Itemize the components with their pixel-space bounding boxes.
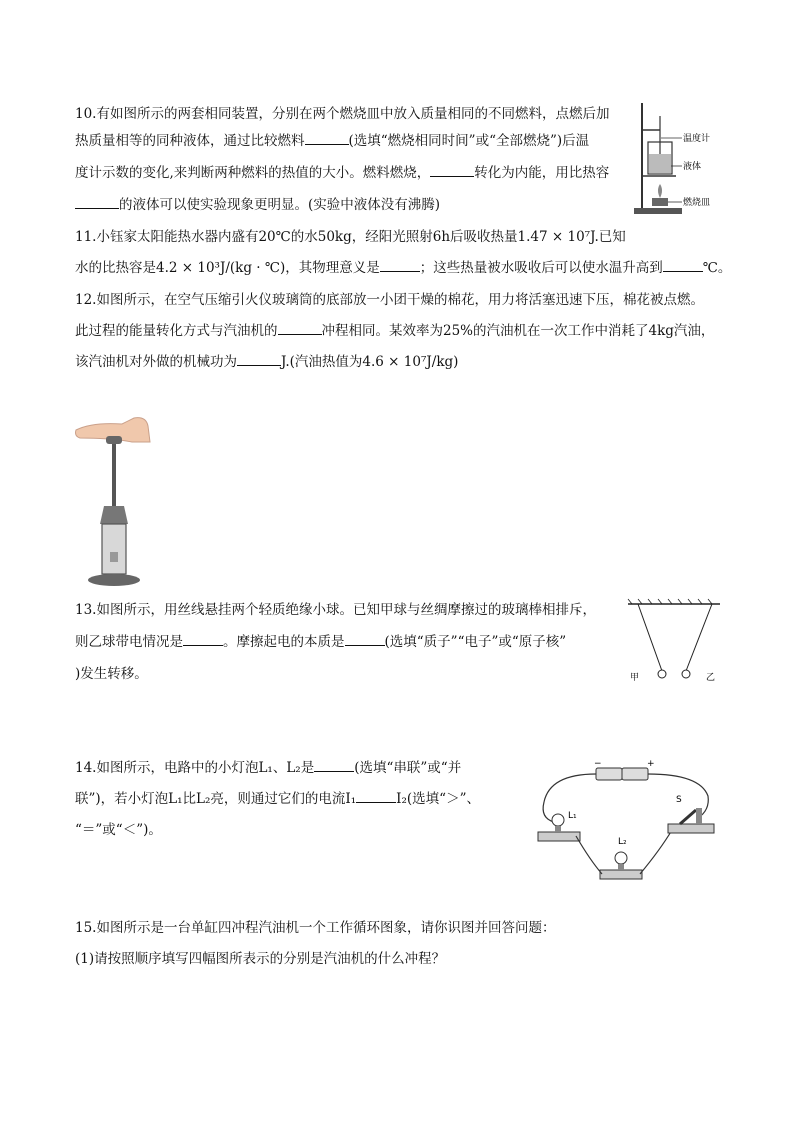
wire-l1-l2 [576, 836, 602, 874]
q14-line1-text-a: 14.如图所示，电路中的小灯泡L₁、L₂是 [75, 760, 315, 776]
q13-blank-2[interactable] [345, 631, 385, 646]
label-switch: S [676, 795, 682, 805]
thread-right [686, 604, 712, 671]
q10-line2 [75, 129, 589, 154]
glass-cylinder [102, 524, 126, 574]
q13-line1: 13.如图所示，用丝线悬挂两个轻质绝缘小球。已知甲球与丝绸摩擦过的玻璃棒相排斥， [75, 602, 596, 618]
q11-line2 [75, 256, 731, 281]
q13-line3: )发生转移。 [75, 666, 148, 682]
cylinder-cap [100, 506, 128, 524]
piston-rod [112, 444, 116, 506]
bulb-base-l1 [538, 832, 580, 841]
q13-line2-text-c: (选填“质子”“电子”或“原子核” [384, 634, 567, 650]
label-plus: + [647, 760, 655, 769]
label-thermometer: 温度计 [683, 134, 711, 144]
cotton [110, 552, 118, 562]
burner-dish [652, 198, 668, 206]
thread-left [638, 604, 662, 671]
q10-line2-text-a: 热质量相等的同种液体，通过比较燃料 [75, 133, 305, 149]
q12-line3-text-a: 该汽油机对外做的机械功为 [75, 354, 237, 370]
q10-line4-text: 的液体可以使实验现象更明显。(实验中液体没有沸腾) [119, 197, 441, 213]
ball-jia [658, 670, 666, 678]
q11-blank-1[interactable] [380, 257, 420, 272]
q14-blank-2[interactable] [356, 788, 396, 803]
q10-line2-text-b: (选填“燃烧相同时间”或“全部燃烧”)后温 [348, 133, 590, 149]
q13-blank-1[interactable] [183, 631, 223, 646]
label-minus: − [594, 760, 602, 769]
stand-base [634, 208, 682, 214]
q10-line3-text-a: 度计示数的变化,来判断两种燃料的热值的大小。燃料燃烧， [75, 165, 431, 181]
q10-line1: 10.有如图所示的两套相同装置，分别在两个燃烧皿中放入质量相同的不同燃料，点燃后加 [75, 106, 610, 122]
q10-blank-1[interactable] [305, 130, 349, 145]
q15-line2: (1)请按照顺序填写四幅图所表示的分别是汽油机的什么冲程？ [75, 951, 446, 967]
q12-line2-text-a: 此过程的能量转化方式与汽油机的 [75, 323, 278, 339]
q14-line1 [75, 756, 461, 781]
q11-line2-text-b: ；这些热量被水吸收后可以使水温升高到 [419, 260, 663, 276]
burner-apparatus-figure [630, 98, 730, 220]
q13-line2-text-b: 。摩擦起电的本质是 [223, 634, 345, 650]
q10-line4 [75, 193, 440, 218]
label-jia: 甲 [630, 673, 640, 683]
bulb-l2-icon [615, 852, 627, 864]
q10-line3 [75, 161, 609, 186]
q10-blank-3[interactable] [75, 194, 119, 209]
q11-line2-text-a: 水的比热容是4.2 × 10³J/(kg · ℃)，其物理意义是 [75, 260, 380, 276]
igniter-base [88, 574, 140, 586]
label-l2: L₂ [618, 837, 627, 847]
q12-line2-text-b: 冲程相同。某效率为25%的汽油机在一次工作中消耗了4kg汽油， [321, 323, 715, 339]
battery-1 [596, 768, 622, 780]
q14-blank-1[interactable] [314, 757, 354, 772]
label-l1: L₁ [568, 811, 577, 821]
flame-icon [658, 184, 662, 198]
circuit-figure [530, 760, 725, 882]
label-liquid: 液体 [683, 162, 702, 172]
suspended-balls-figure [624, 598, 724, 688]
battery-2 [622, 768, 648, 780]
q14-line2-text-b: I₂(选填“＞”、 [396, 791, 480, 807]
q12-line3 [75, 350, 458, 375]
bulb-l1-icon [552, 814, 564, 826]
q14-line2-text-a: 联”)，若小灯泡L₁比L₂亮，则通过它们的电流I₁ [75, 791, 357, 807]
q13-line2-text-a: 则乙球带电情况是 [75, 634, 183, 650]
switch-base [668, 824, 714, 833]
label-yi: 乙 [706, 673, 716, 683]
q13-line2 [75, 630, 566, 655]
piston-handle [106, 436, 122, 444]
q12-blank-2[interactable] [237, 351, 281, 366]
ball-yi [682, 670, 690, 678]
q14-line2 [75, 787, 480, 812]
switch-lever [680, 810, 696, 824]
liquid [649, 154, 671, 173]
q12-line2 [75, 319, 714, 344]
q12-line1: 12.如图所示，在空气压缩引火仪玻璃筒的底部放一小团干燥的棉花，用力将活塞迅速下压，棉花被点燃。 [75, 292, 704, 308]
q10-line3-text-b: 转化为内能，用比热容 [474, 165, 610, 181]
q11-line2-text-c: ℃。 [702, 260, 732, 276]
q14-line3: “＝”或“＜”)。 [75, 822, 162, 838]
q12-blank-1[interactable] [278, 320, 322, 335]
q14-line1-text-b: (选填“串联”或“并 [354, 760, 462, 776]
q11-line1: 11.小钰家太阳能热水器内盛有20℃的水50kg，经阳光照射6h后吸收热量1.47 × 10⁷J.已知 [75, 229, 626, 245]
compression-igniter-figure [72, 412, 162, 590]
q15-line1: 15.如图所示是一台单缸四冲程汽油机一个工作循环图象，请你识图并回答问题： [75, 920, 556, 936]
wire-l2-switch [640, 830, 672, 874]
bulb-base-l2 [600, 870, 642, 879]
q12-line3-text-b: J.(汽油热值为4.6 × 10⁷J/kg) [281, 354, 459, 370]
q11-blank-2[interactable] [663, 257, 703, 272]
label-burner-dish: 燃烧皿 [683, 198, 711, 208]
q10-blank-2[interactable] [430, 162, 474, 177]
